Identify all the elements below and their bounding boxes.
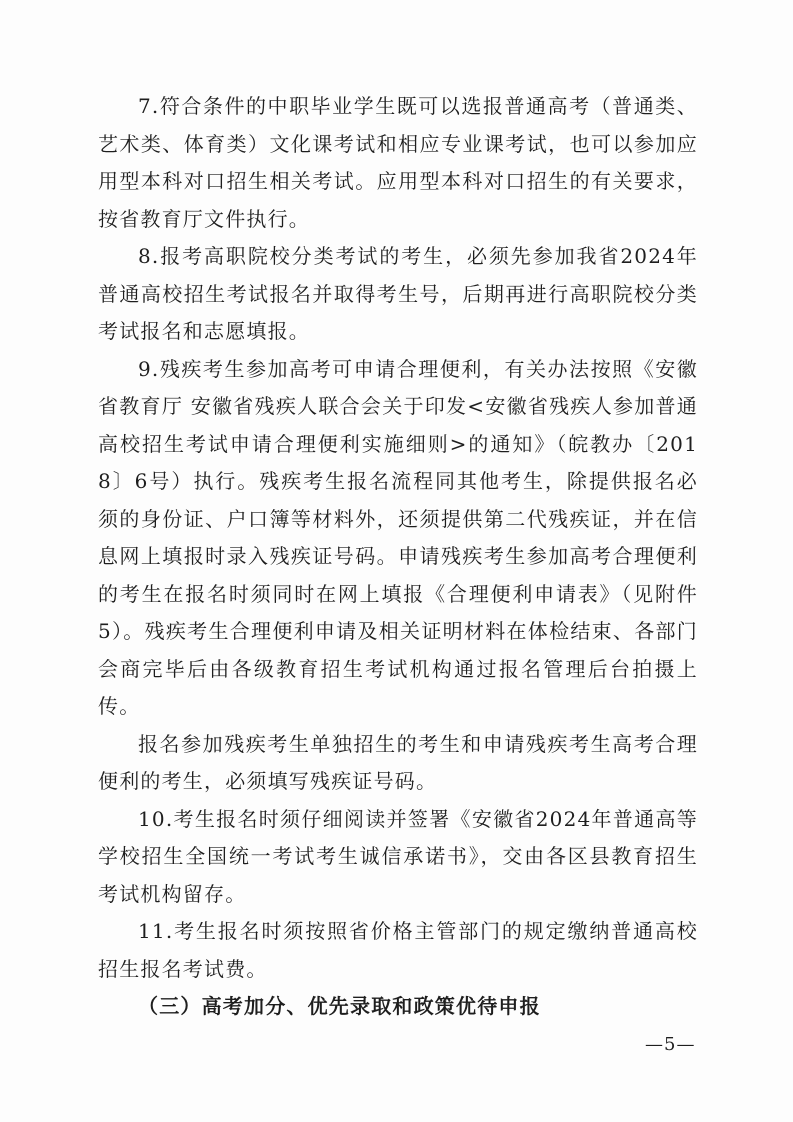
section-heading: （三）高考加分、优先录取和政策优待申报 (138, 994, 541, 1018)
paragraph-item-11: 11.考生报名时须按照省价格主管部门的规定缴纳普通高校招生报名考试费。 (98, 919, 698, 981)
paragraph-item-7: 7.符合条件的中职毕业学生既可以选报普通高考（普通类、艺术类、体育类）文化课考试和相应专业课考试，也可以参加应用型本科对口招生相关考试。应用型本科对口招生的有关要求，按省教育厅文件执行。 (98, 94, 698, 231)
document-body (98, 88, 698, 1026)
paragraph-item-9: 9.残疾考生参加高考可申请合理便利，有关办法按照《安徽省教育厅 安徽省残疾人联合会关于印发<安徽省残疾人参加普通高校招生考试申请合理便利实施细则>的通知》（皖教办〔2018〕6号）执行。残疾考生报名流程同其他考生，除提供报名必须的身份证、户口簿等材料外，还须提供第二代残疾证，并在信息网上填报时录入残疾证号码。申请残疾考生参加高考合理便利的考生在报名时须同时在网上填报《合理便利申请表》（见附件5）。残疾考生合理便利申请及相关证明材料在体检结束、各部门会商完毕后由各级教育招生考试机构通过报名管理后台拍摄上传。 (98, 356, 698, 718)
page-number: —5— (645, 1034, 696, 1055)
paragraph-disabled-id-note: 报名参加残疾考生单独招生的考生和申请残疾考生高考合理便利的考生，必须填写残疾证号码。 (98, 731, 698, 793)
paragraph-item-8: 8.报考高职院校分类考试的考生，必须先参加我省2024年普通高校招生考试报名并取得考生号，后期再进行高职院校分类考试报名和志愿填报。 (98, 244, 698, 343)
paragraph-item-10: 10.考生报名时须仔细阅读并签署《安徽省2024年普通高等学校招生全国统一考试考生诚信承诺书》，交由各区县教育招生考试机构留存。 (98, 806, 698, 906)
